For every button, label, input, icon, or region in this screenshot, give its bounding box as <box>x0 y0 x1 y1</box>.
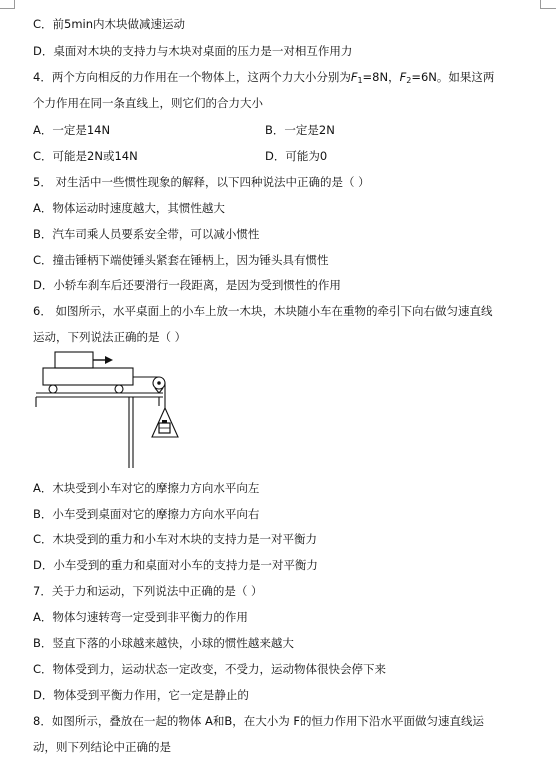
cart-pulley-figure <box>33 350 193 470</box>
q6-stem-line2: 运动，下列说法正确的是（ ） <box>33 330 187 344</box>
q4-option-c: C．可能是2N或14N <box>33 149 138 163</box>
q7-option-c: C．物体受到力，运动状态一定改变，不受力，运动物体很快会停下来 <box>33 662 387 676</box>
q6-option-d: D．小车受到的重力和桌面对小车的支持力是一对平衡力 <box>33 558 318 572</box>
q5-option-b: B．汽车司乘人员要系安全带，可以减小惯性 <box>33 227 260 241</box>
q4-stem-text: 4．两个方向相反的力作用在一个物体上，这两个力大小分别为 <box>33 70 351 84</box>
q8-stem-line2: 动，则下列结论中正确的是 <box>33 740 171 754</box>
q4-stem-line1 <box>33 70 494 88</box>
q5-option-d: D．小轿车刹车后还要滑行一段距离，是因为受到惯性的作用 <box>33 278 341 292</box>
q5-option-a: A．物体运动时速度越大，其惯性越大 <box>33 201 225 215</box>
q8-stem-line1: 8．如图所示，叠放在一起的物体 A和B，在大小为 F的恒力作用下沿水平面做匀速直线运 <box>33 714 484 728</box>
f1-value: =8N， <box>362 70 400 84</box>
corner-mark-right-v <box>540 0 541 9</box>
q4-option-d: D．可能为0 <box>265 149 328 163</box>
q3-option-d: D．桌面对木块的支持力与木块对桌面的压力是一对相互作用力 <box>33 44 353 58</box>
q6-option-a: A．木块受到小车对它的摩擦力方向水平向左 <box>33 481 260 495</box>
q6-stem-line1: 6． 如图所示，水平桌面上的小车上放一木块，木块随小车在重物的牵引下向右做匀速直线 <box>33 304 493 318</box>
f1-symbol: F <box>350 70 358 84</box>
q5-stem: 5． 对生活中一些惯性现象的解释，以下四种说法中正确的是（ ） <box>33 175 370 189</box>
q6-option-b: B．小车受到桌面对它的摩擦力方向水平向右 <box>33 507 260 521</box>
q5-option-c: C．撞击锤柄下端使锤头紧套在锤柄上，因为锤头具有惯性 <box>33 253 329 267</box>
f2-symbol: F <box>399 70 407 84</box>
f2-value: =6N。如果这两 <box>411 70 495 84</box>
q3-option-c: C．前5min内木块做减速运动 <box>33 17 186 31</box>
cart-wheel-right <box>115 385 123 393</box>
q7-stem: 7．关于力和运动，下列说法中正确的是（ ） <box>33 584 263 598</box>
corner-mark-right-h <box>540 8 556 9</box>
f1-subscript: 1 <box>357 76 363 85</box>
cart-body <box>43 368 133 385</box>
corner-mark-left-h <box>0 8 14 9</box>
q4-option-b: B．一定是2N <box>265 123 335 137</box>
q7-option-a: A．物体匀速转弯一定受到非平衡力的作用 <box>33 610 248 624</box>
q7-option-d: D．物体受到平衡力作用，它一定是静止的 <box>33 688 249 702</box>
wooden-block <box>55 352 93 368</box>
corner-mark-left-v <box>14 0 15 9</box>
f2-subscript: 2 <box>406 76 412 85</box>
cart-wheel-left <box>49 385 57 393</box>
q4-stem-line2: 个力作用在同一条直线上，则它们的合力大小 <box>33 96 263 110</box>
q7-option-b: B．竖直下落的小球越来越快，小球的惯性越来越大 <box>33 636 294 650</box>
q6-option-c: C．木块受到的重力和小车对木块的支持力是一对平衡力 <box>33 532 318 546</box>
q4-option-a: A．一定是14N <box>33 123 111 137</box>
